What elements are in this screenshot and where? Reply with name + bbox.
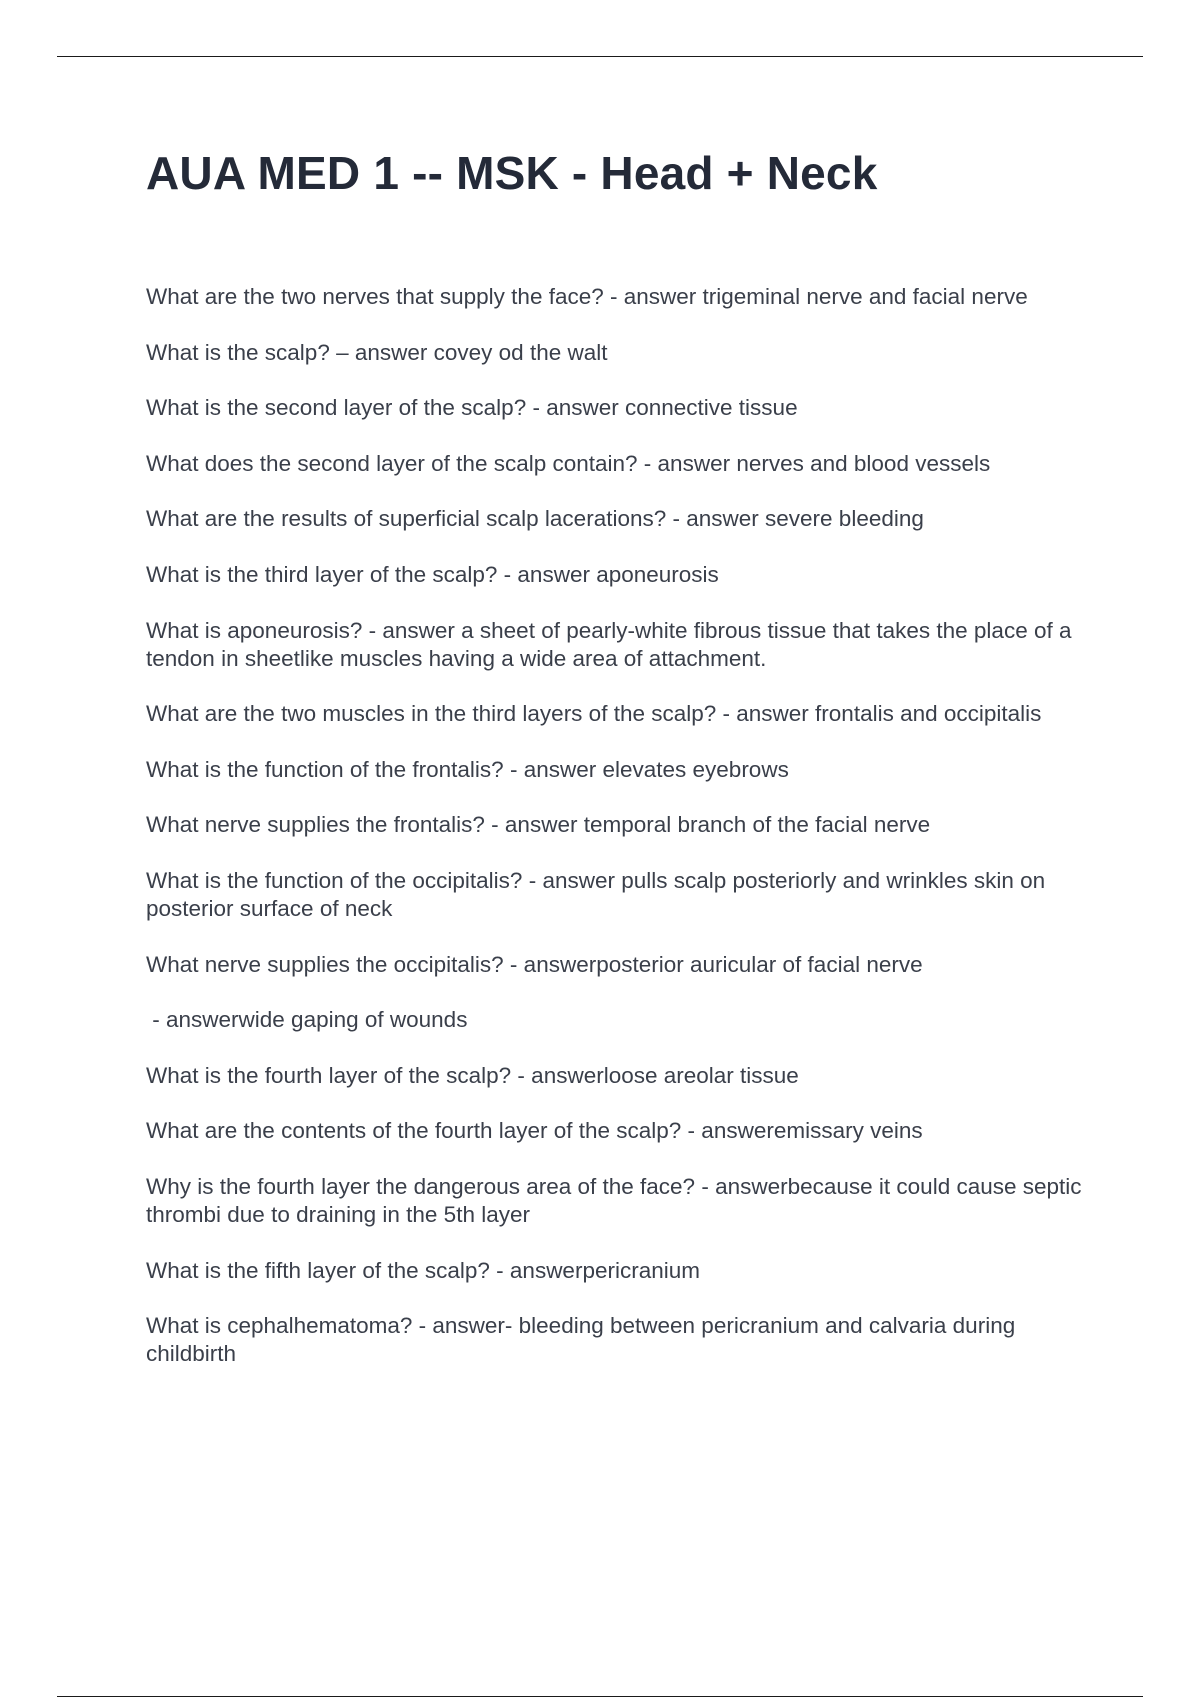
qa-list (146, 283, 1086, 1396)
qa-item: What nerve supplies the frontalis? - answer temporal branch of the facial nerve (146, 812, 931, 838)
qa-item: What are the results of superficial scalp lacerations? - answer severe bleeding (146, 506, 924, 532)
qa-item: What is the fifth layer of the scalp? - answerpericranium (146, 1257, 700, 1283)
qa-item: What is the function of the occipitalis? - answer pulls scalp posteriorly and wrinkles skin on posterior surface of neck (146, 867, 1046, 921)
qa-item: What is the function of the frontalis? - answer elevates eyebrows (146, 756, 789, 782)
qa-item: What is aponeurosis? - answer a sheet of pearly-white fibrous tissue that takes the place of a tendon in sheetlike muscles having a wide area of attachment. (146, 617, 1072, 671)
qa-item: What is the second layer of the scalp? - answer connective tissue (146, 395, 798, 421)
qa-item: What is the fourth layer of the scalp? - answerloose areolar tissue (146, 1062, 799, 1088)
qa-item: Why is the fourth layer the dangerous area of the face? - answerbecause it could cause septic thrombi due to draining in the 5th layer (146, 1173, 1082, 1227)
qa-item: What is the scalp? – answer covey od the walt (146, 339, 608, 365)
top-divider (57, 56, 1143, 57)
qa-item: - answerwide gaping of wounds (146, 1007, 468, 1033)
qa-item: What is cephalhematoma? - answer- bleeding between pericranium and calvaria during childbirth (146, 1313, 1016, 1367)
bottom-divider (57, 1696, 1143, 1697)
qa-item: What nerve supplies the occipitalis? - answerposterior auricular of facial nerve (146, 951, 923, 977)
qa-item: What does the second layer of the scalp contain? - answer nerves and blood vessels (146, 450, 991, 476)
qa-item: What is the third layer of the scalp? - answer aponeurosis (146, 561, 719, 587)
qa-item: What are the two muscles in the third layers of the scalp? - answer frontalis and occipitalis (146, 701, 1042, 727)
qa-item: What are the contents of the fourth layer of the scalp? - answeremissary veins (146, 1118, 923, 1144)
document-title: AUA MED 1 -- MSK - Head + Neck (146, 147, 878, 199)
qa-item: What are the two nerves that supply the face? - answer trigeminal nerve and facial nerve (146, 284, 1028, 309)
